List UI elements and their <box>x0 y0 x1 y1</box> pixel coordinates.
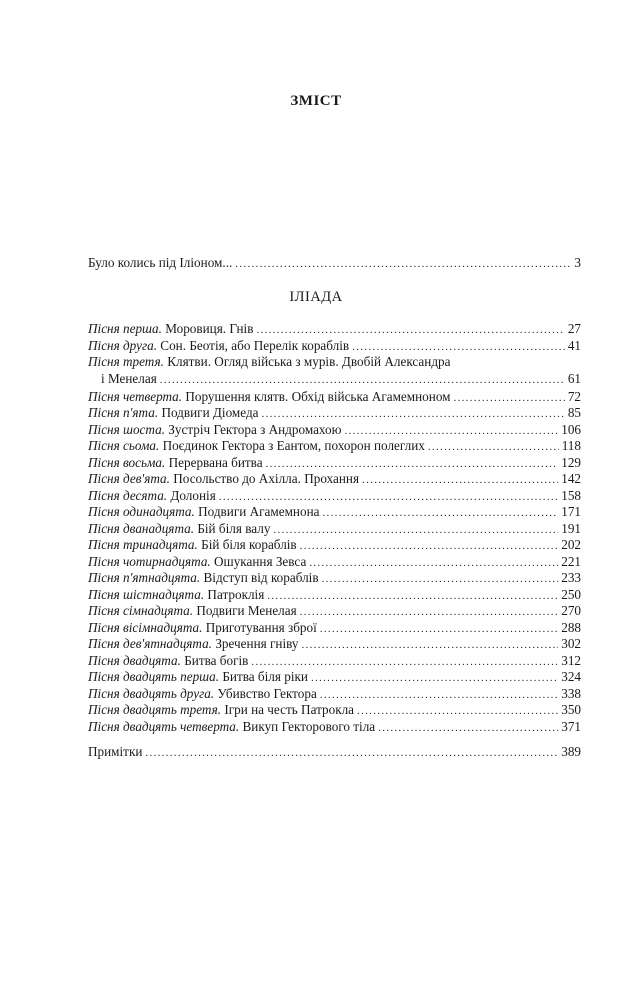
toc-page-number: 302 <box>561 636 581 651</box>
song-title: Порушення клятв. Обхід війська Агамемноном <box>185 389 451 404</box>
song-label: Пісня дев'ята. <box>88 471 170 486</box>
toc-page-number: 338 <box>561 686 581 701</box>
toc-page-number: 233 <box>561 570 581 585</box>
song-label: Пісня тринадцята. <box>88 537 198 552</box>
song-label: Пісня двадцята. <box>88 653 181 668</box>
dot-leader <box>235 256 571 273</box>
song-title: Ошукання Зевса <box>214 554 307 569</box>
song-title: Зречення гніву <box>215 636 299 651</box>
toc-entry-song-24 <box>88 718 581 737</box>
song-title: Відступ від кораблів <box>203 570 319 585</box>
song-title: Битва богів <box>184 653 249 668</box>
song-label: Пісня двадцять перша. <box>88 669 220 684</box>
song-label: Пісня сьома. <box>88 438 160 453</box>
song-label: Пісня чотирнадцята. <box>88 554 211 569</box>
toc-page-number: 3 <box>574 255 581 270</box>
song-title: Битва біля ріки <box>222 669 308 684</box>
song-title: Зустріч Гектора з Андромахою <box>168 422 342 437</box>
song-label: Пісня двадцять третя. <box>88 702 222 717</box>
song-title: Посольство до Ахілла. Прохання <box>173 471 360 486</box>
toc-page-number: 72 <box>567 389 581 404</box>
toc-entry-notes <box>88 743 581 762</box>
song-title: Долонія <box>170 488 216 503</box>
song-title: Бій біля кораблів <box>201 537 297 552</box>
toc-page-number: 324 <box>561 669 581 684</box>
dot-leader <box>160 372 565 389</box>
song-label: Пісня дванадцята. <box>88 521 195 536</box>
toc-page-number: 158 <box>561 488 581 503</box>
toc-page-number: 389 <box>561 744 581 759</box>
section-heading: ІЛІАДА <box>289 289 343 305</box>
page-title: ЗМІСТ <box>290 93 342 109</box>
song-title: Подвиги Агамемнона <box>198 504 320 519</box>
toc-page-number: 371 <box>561 719 581 734</box>
toc-page-number: 106 <box>561 422 581 437</box>
song-title: Перервана битва <box>168 455 263 470</box>
song-title: Поєдинок Гектора з Еантом, похорон полеглих <box>162 438 425 453</box>
toc-page-number: 118 <box>561 438 581 453</box>
toc-entry-song-3 <box>88 370 581 389</box>
song-label: Пісня двадцять четверта. <box>88 719 240 734</box>
song-title: Клятви. Огляд війська з мурів. Двобій Александра <box>167 354 451 369</box>
toc-page-number: 202 <box>561 537 581 552</box>
toc-page-number: 350 <box>561 702 581 717</box>
song-label: Пісня друга. <box>88 338 157 353</box>
toc-page-number: 288 <box>561 620 581 635</box>
song-label: Пісня десята. <box>88 488 168 503</box>
song-title: Приготування зброї <box>205 620 317 635</box>
song-label: Пісня сімнадцята. <box>88 603 194 618</box>
toc-page-number: 221 <box>561 554 581 569</box>
toc-page-number: 129 <box>561 455 581 470</box>
song-label: Пісня вісімнадцята. <box>88 620 203 635</box>
song-title: Викуп Гекторового тіла <box>242 719 376 734</box>
song-title: Подвиги Діомеда <box>161 405 259 420</box>
song-label: Пісня п'ятнадцята. <box>88 570 201 585</box>
song-title: Убивство Гектора <box>217 686 317 701</box>
song-label: Пісня шістнадцята. <box>88 587 205 602</box>
toc-page-number: 61 <box>567 371 581 386</box>
toc-page-number: 270 <box>561 603 581 618</box>
song-title-continuation: і Менелая <box>101 371 157 386</box>
dot-leader <box>378 720 558 737</box>
song-title: Сон. Беотія, або Перелік кораблів <box>160 338 350 353</box>
song-label: Пісня третя. <box>88 354 164 369</box>
toc-page-number: 250 <box>561 587 581 602</box>
song-title: Подвиги Менелая <box>196 603 297 618</box>
song-title: Ігри на честь Патрокла <box>224 702 355 717</box>
song-title: Бій біля валу <box>197 521 271 536</box>
toc-entry-intro <box>88 254 581 273</box>
song-label: Пісня шоста. <box>88 422 165 437</box>
song-title: Патроклія <box>207 587 265 602</box>
toc-page-number: 85 <box>567 405 581 420</box>
toc-page-number: 142 <box>561 471 581 486</box>
song-label: Пісня перша. <box>88 321 162 336</box>
song-label: Пісня четверта. <box>88 389 183 404</box>
toc-entry-text: Примітки <box>88 744 143 759</box>
song-label: Пісня восьма. <box>88 455 166 470</box>
toc-page-number: 171 <box>561 504 581 519</box>
dot-leader <box>145 745 558 762</box>
toc-page-number: 312 <box>561 653 581 668</box>
song-label: Пісня п'ята. <box>88 405 159 420</box>
toc-page-number: 41 <box>567 338 581 353</box>
song-title: Моровиця. Гнів <box>165 321 254 336</box>
song-label: Пісня дев'ятнадцята. <box>88 636 213 651</box>
toc-page-number: 191 <box>561 521 581 536</box>
toc-entry-song-3-line-1 <box>88 353 581 370</box>
toc-page-number: 27 <box>567 321 581 336</box>
toc-entry-text: Було колись під Іліоном... <box>88 255 233 270</box>
song-label: Пісня одинадцята. <box>88 504 195 519</box>
song-label: Пісня двадцять друга. <box>88 686 215 701</box>
